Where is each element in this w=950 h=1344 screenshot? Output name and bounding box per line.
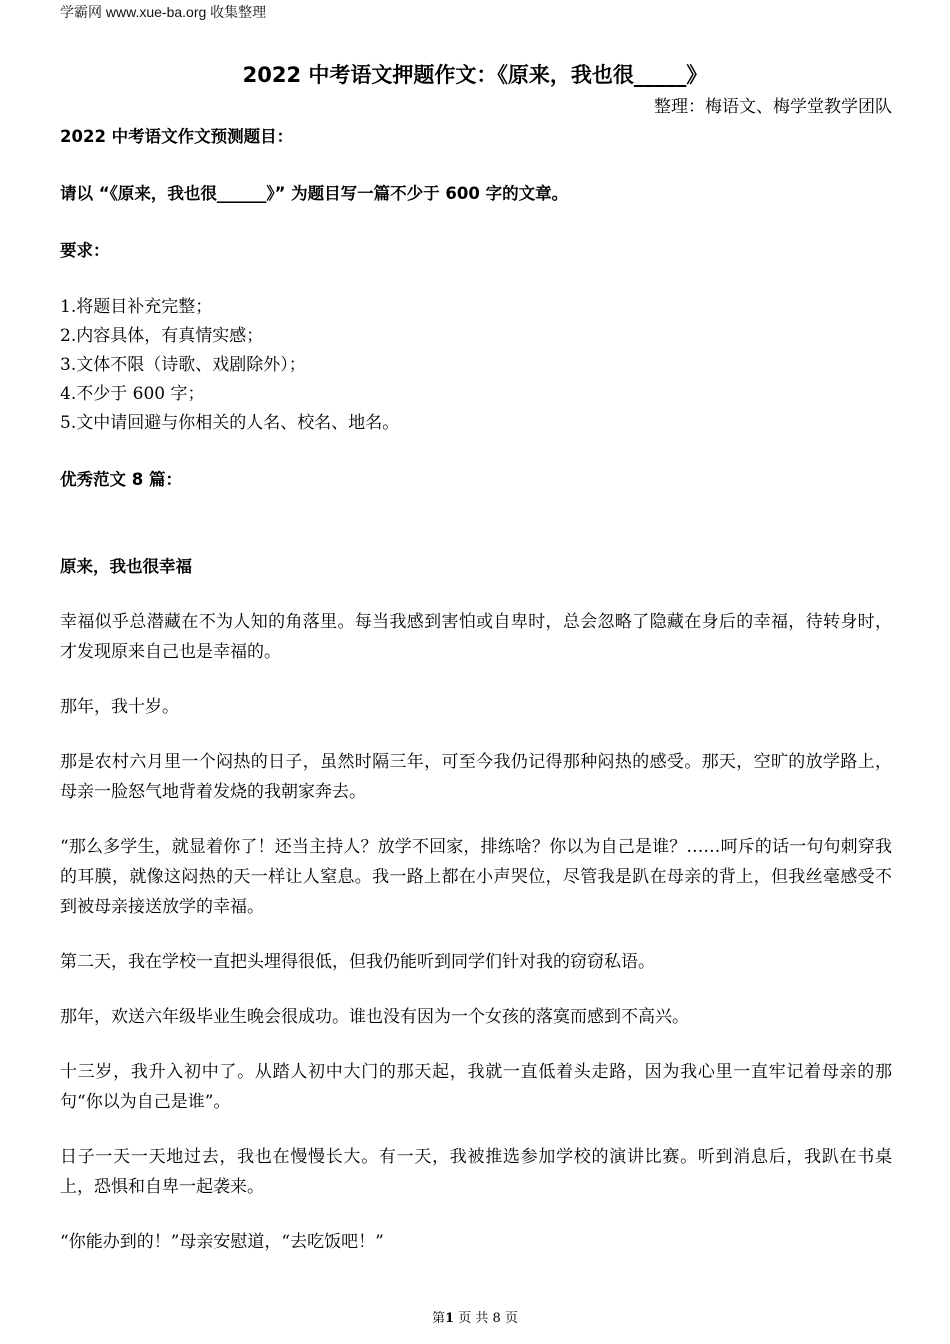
document-body — [60, 122, 892, 1257]
author-credit: 整理：梅语文、梅学堂教学团队 — [654, 97, 892, 117]
samples-heading: 优秀范文 8 篇： — [60, 470, 182, 489]
requirement-item: 4.不少于 600 字； — [60, 384, 205, 404]
requirement-item: 2.内容具体，有真情实感； — [60, 326, 264, 346]
essay-paragraph: “那么多学生，就显着你了！还当主持人？放学不回家，排练啥？你以为自己是谁？……呵斥的话一句句刺穿我的耳膜，就像这闷热的天一样让人窒息。我一路上都在小声哭位，尽管我是趴在母亲的背上，但我丝毫感受不到被母亲接送放学的幸福。 — [60, 837, 892, 917]
essay-prompt: 请以 “《原来，我也很______》” 为题目写一篇不少于 600 字的文章。 — [60, 184, 569, 203]
page-footer — [0, 1310, 950, 1328]
footer-suffix: 页 — [504, 1311, 518, 1326]
prediction-heading: 2022 中考语文作文预测题目： — [60, 127, 294, 146]
requirement-item: 1.将题目补充完整； — [60, 297, 213, 317]
requirement-item: 5.文中请回避与你相关的人名、校名、地名。 — [60, 413, 400, 433]
essay-paragraph: 日子一天一天地过去，我也在慢慢长大。有一天，我被推选参加学校的演讲比赛。听到消息后，我趴在书桌上，恐惧和自卑一起袭来。 — [60, 1147, 892, 1197]
total-pages: 8 — [492, 1311, 501, 1326]
requirements-heading: 要求： — [60, 241, 110, 260]
essay-paragraph: “你能办到的！”母亲安慰道，“去吃饭吧！” — [60, 1232, 384, 1252]
requirements-list — [60, 293, 892, 438]
essay-paragraph: 那年，欢送六年级毕业生晚会很成功。谁也没有因为一个女孩的落寞而感到不高兴。 — [60, 1007, 689, 1027]
current-page-number: 1 — [445, 1311, 455, 1326]
essay-paragraph: 那年，我十岁。 — [60, 697, 179, 717]
footer-middle: 页 共 — [458, 1311, 489, 1326]
requirement-item: 3.文体不限（诗歌、戏剧除外）； — [60, 355, 306, 375]
essay-paragraph: 第二天，我在学校一直把头埋得很低，但我仍能听到同学们针对我的窃窃私语。 — [60, 952, 655, 972]
essay-title: 原来，我也很幸福 — [60, 557, 192, 576]
document-title: 2022 中考语文押题作文：《原来，我也很_____》 — [242, 63, 708, 87]
essay-paragraph: 幸福似乎总潜藏在不为人知的角落里。每当我感到害怕或自卑时，总会忽略了隐藏在身后的幸福，待转身时，才发现原来自己也是幸福的。 — [60, 612, 892, 662]
essay-paragraph: 那是农村六月里一个闷热的日子，虽然时隔三年，可至今我仍记得那种闷热的感受。那天，空旷的放学路上，母亲一脸怒气地背着发烧的我朝家奔去。 — [60, 752, 892, 802]
header-watermark: 学霸网 www.xue-ba.org 收集整理 — [60, 4, 267, 20]
footer-prefix: 第 — [432, 1311, 446, 1326]
essay-paragraph: 十三岁，我升入初中了。从踏人初中大门的那天起，我就一直低着头走路，因为我心里一直牢记着母亲的那句“你以为自己是谁”。 — [60, 1062, 892, 1112]
